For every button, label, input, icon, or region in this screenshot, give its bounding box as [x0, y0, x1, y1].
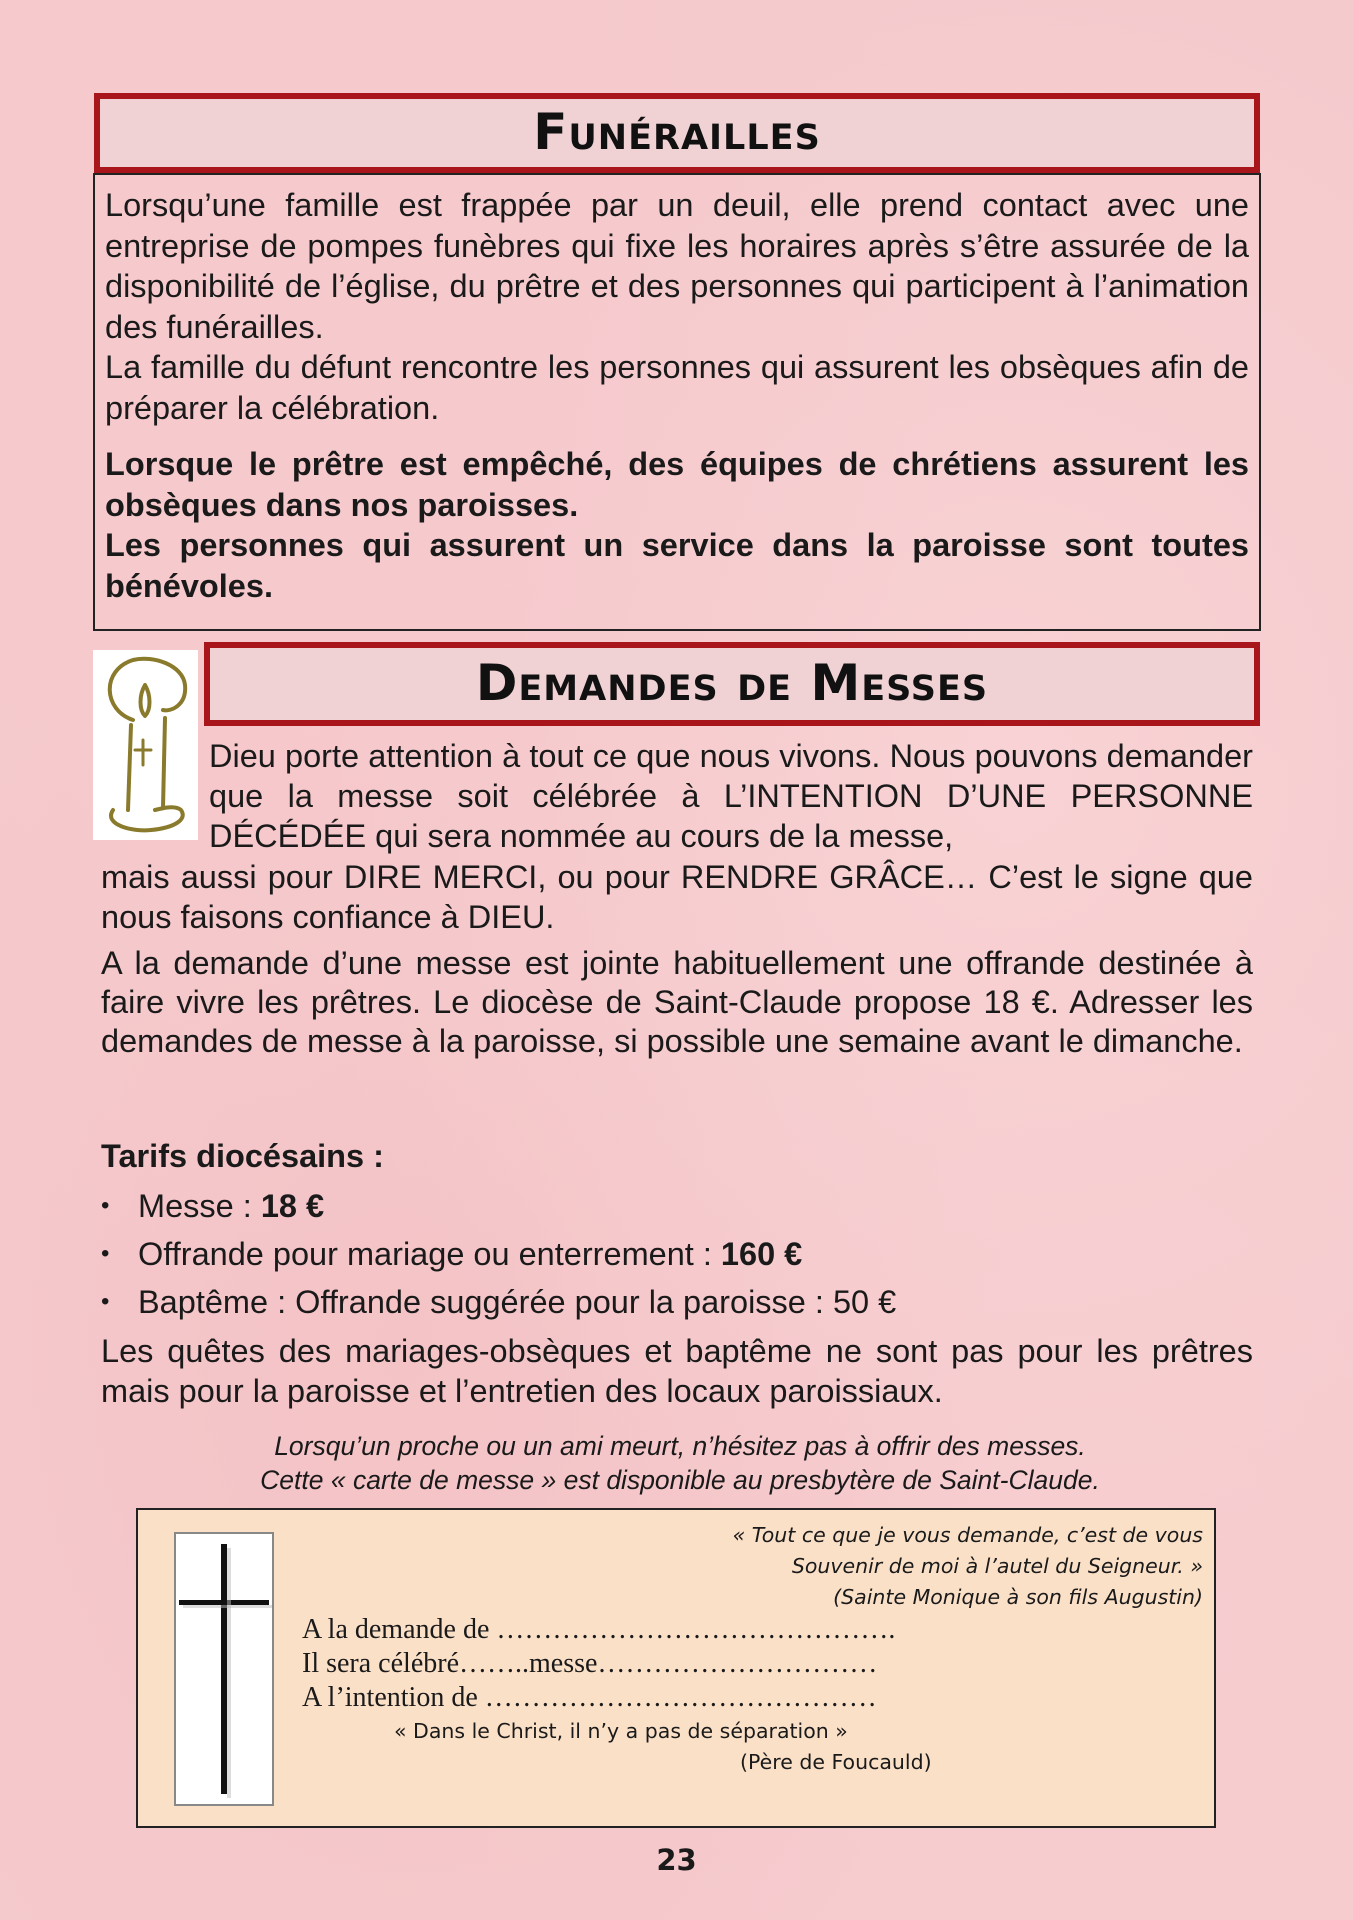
card-field-intention: A l’intention de …………………………………… [302, 1682, 877, 1713]
candle-icon [93, 650, 198, 840]
tarifs-title: Tarifs diocésains : [101, 1138, 384, 1174]
funerailles-paragraph-2: La famille du défunt rencontre les personnes qui assurent les obsèques afin de préparer la célébration. [105, 349, 1249, 426]
funerailles-paragraph-4: Les personnes qui assurent un service dans la paroisse sont toutes bénévoles. [105, 527, 1249, 604]
funerailles-paragraph-1: Lorsqu’une famille est frappée par un deuil, elle prend contact avec une entreprise de pompes funèbres qui fixe les horaires après s’être assurée de la disponibilité de l’église, du prêtre et des personnes qui participent à l’animation des funérailles. [105, 187, 1249, 345]
quote-block [160, 1429, 1200, 1497]
cross-icon [174, 1532, 274, 1806]
funerailles-paragraph-3: Lorsque le prêtre est empêché, des équipes de chrétiens assurent les obsèques dans nos paroisses. [105, 446, 1249, 523]
card-field-masses: Il sera célébré……..messe………………………… [302, 1648, 878, 1679]
messes-paragraph-1a: Dieu porte attention à tout ce que nous vivons. Nous pouvons demander que la messe soit célébrée à L’INTENTION D’UNE PERSONNE DÉCÉDÉE qui sera nommée au cours de la messe, [209, 738, 1253, 854]
card-field-requester: A la demande de ……………………………………. [302, 1614, 896, 1645]
card-quote-line-1: « Tout ce que je vous demande, c’est de vous [732, 1523, 1203, 1547]
funerailles-body [93, 173, 1261, 631]
tarifs-note: Les quêtes des mariages-obsèques et baptême ne sont pas pour les prêtres mais pour la paroisse et l’entretien des locaux paroissiaux. [101, 1333, 1253, 1409]
list-item: • Offrande pour mariage ou enterrement : 160 € [101, 1230, 1253, 1278]
quote-line-2: Cette « carte de messe » est disponible au presbytère de Saint-Claude. [260, 1465, 1100, 1495]
quote-line-1: Lorsqu’un proche ou un ami meurt, n’hésitez pas à offrir des messes. [274, 1431, 1086, 1461]
tarifs-list [101, 1182, 1253, 1326]
list-item: • Messe : 18 € [101, 1182, 1253, 1230]
card-quote-author: (Père de Foucauld) [740, 1750, 932, 1774]
funerailles-title: Funérailles [94, 93, 1260, 173]
page-number: 23 [656, 1843, 697, 1877]
messes-paragraph-2: A la demande d’une messe est jointe habituellement une offrande destinée à faire vivre les prêtres. Le diocèse de Saint-Claude propose 18 €. Adresser les demandes de messe à la paroisse, si possible une semaine avant le dimanche. [101, 945, 1253, 1059]
messes-title: Demandes de Messes [204, 642, 1260, 726]
card-quote-foucauld: « Dans le Christ, il n’y a pas de séparation » [394, 1719, 848, 1743]
messes-paragraph-1b: mais aussi pour DIRE MERCI, ou pour RENDRE GRÂCE… C’est le signe que nous faisons confiance à DIEU. [101, 859, 1253, 935]
card-quote-line-3: (Sainte Monique à son fils Augustin) [833, 1585, 1203, 1609]
list-item: • Baptême : Offrande suggérée pour la paroisse : 50 € [101, 1278, 1253, 1326]
card-quote-line-2: Souvenir de moi à l’autel du Seigneur. » [791, 1554, 1203, 1578]
